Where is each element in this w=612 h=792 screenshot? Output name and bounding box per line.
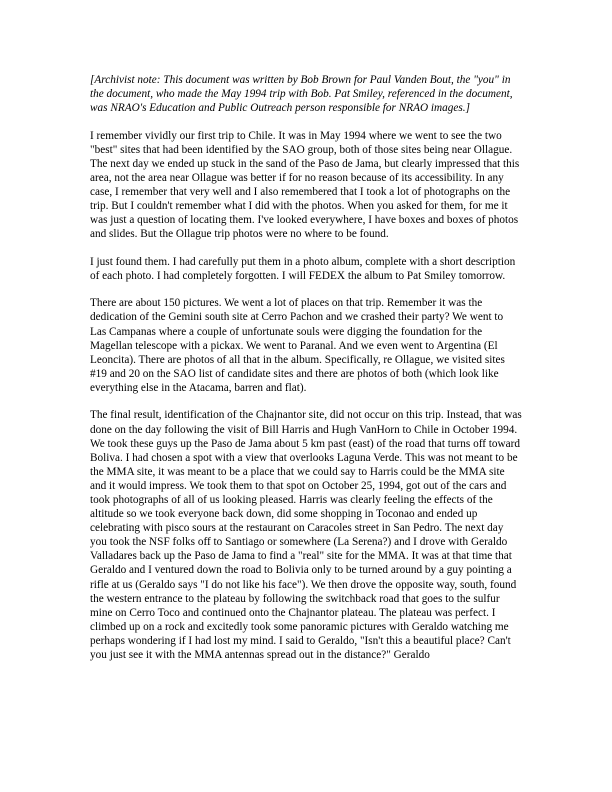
paragraph-1: I remember vividly our first trip to Chile. It was in May 1994 where we went to see the two "best" sites that had been identified by the SAO group, both of those sites being near Ollague. The next day we ended up stuck in the sand of the Paso de Jama, but clearly impressed that this area, not the area near Ollague was better if for no reason because of its accessibility. In any case, I remember that very well and I also remembered that I took a lot of photographs on the trip. But I couldn't remember what I did with the photos. When you asked for them, for me it was just a question of locating them. I've looked everywhere, I have boxes and boxes of photos and slides. But the Ollague trip photos were no where to be found. [90,129,520,241]
paragraph-3: There are about 150 pictures. We went a lot of places on that trip. Remember it was the dedication of the Gemini south site at Cerro Pachon and we crashed their party? We went to Las Campanas where a couple of unfortunate souls were digging the foundation for the Magellan telescope with a pickax. We went to Paranal. And we even went to Argentina (El Leoncita). There are photos of all that in the album. Specifically, re Ollague, we visited sites #19 and 20 on the SAO list of candidate sites and there are photos of both (which look like everything else in the Atacama, barren and flat). [90,297,505,394]
document-page [90,73,522,676]
archivist-note: [Archivist note: This document was written by Bob Brown for Paul Vanden Bout, the "you" in the document, who made the May 1994 trip with Bob. Pat Smiley, referenced in the document, was NRAO's Education and Public Outreach person responsible for NRAO images.] [90,74,513,115]
paragraph-4: The final result, identification of the Chajnantor site, did not occur on this trip. Instead, that was done on the day following the visit of Bill Harris and Hugh VanHorn to Chile in October 1994. We took these guys up the Paso de Jama about 5 km past (east) of the road that turns off toward Boliva. I had chosen a spot with a view that overlooks Laguna Verde. This was not meant to be the MMA site, it was meant to be a place that we could say to Harris could be the MMA site and it would impress. We took them to that spot on October 25, 1994, got out of the cars and took photographs of all of us looking pleased. Harris was clearly feeling the effects of the altitude so we took everyone back down, did some shopping in Toconao and ended up celebrating with pisco sours at the restaurant on Caracoles street in San Pedro. The next day you took the NSF folks off to Santiago or somewhere (La Serena?) and I drove with Geraldo Valladares back up the Paso de Jama to find a "real" site for the MMA. It was at that time that Geraldo and I ventured down the road to Bolivia only to be turned around by a guy pointing a rifle at us (Geraldo says "I do not like his face"). We then drove the opposite way, south, found the western entrance to the plateau by following the switchback road that goes to the sulfur mine on Cerro Toco and continued onto the Chajnantor plateau. The plateau was perfect. I climbed up on a rock and excitedly took some panoramic pictures with Geraldo watching me perhaps wondering if I had lost my mind. I said to Geraldo, "Isn't this a beautiful place? Can't you just see it with the MMA antennas spread out in the distance?" Geraldo [90,409,522,662]
paragraph-2: I just found them. I had carefully put them in a photo album, complete with a short description of each photo. I had completely forgotten. I will FEDEX the album to Pat Smiley tomorrow. [90,255,516,282]
